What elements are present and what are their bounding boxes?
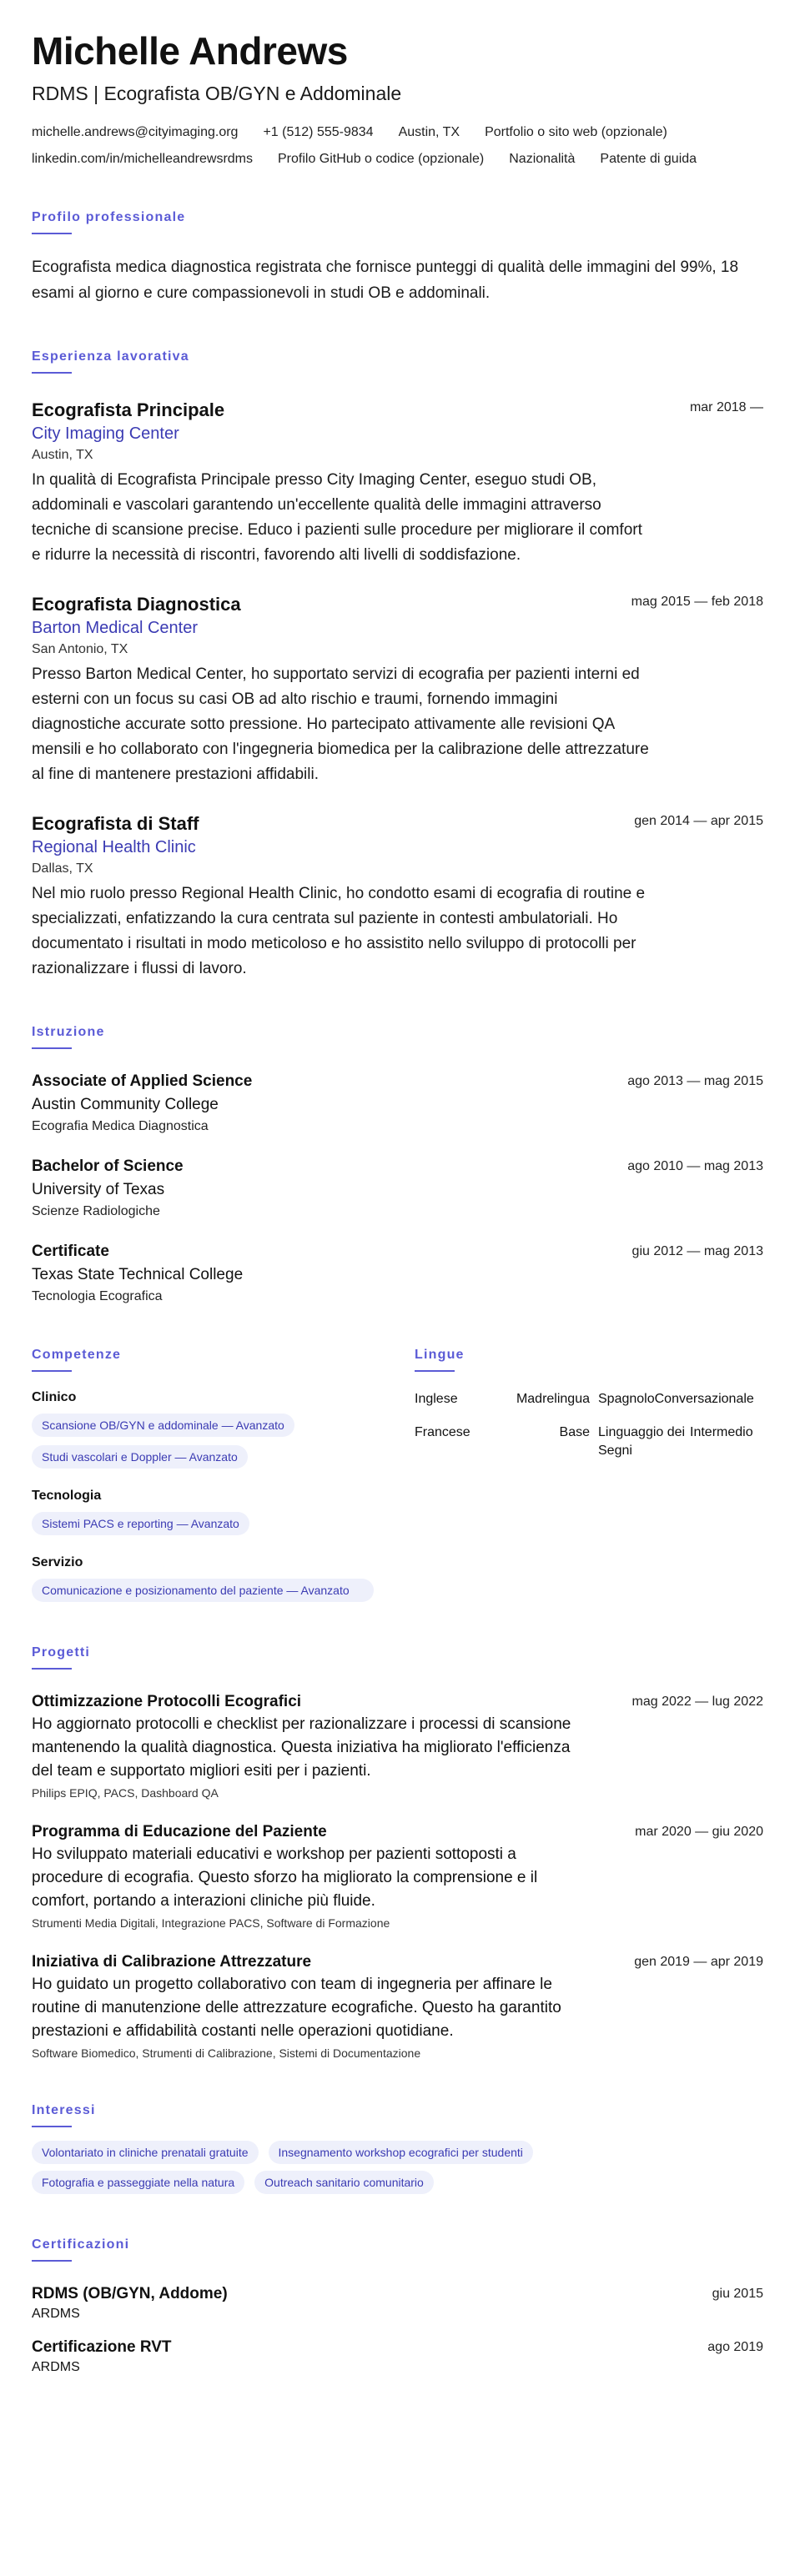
interest-pill: Fotografia e passeggiate nella natura [32, 2171, 244, 2194]
skills-section [32, 1348, 403, 1602]
section-title-interests: Interessi [32, 2102, 96, 2117]
education-date: ago 2010 — mag 2013 [627, 1158, 763, 1173]
language-name: Spagnolo [598, 1391, 655, 1406]
project-description: Ho aggiornato protocolli e checklist per razionalizzare i processi di scansione mantenendo la qualità diagnostica. Questa iniziativa ha migliorato l'efficienza del team e supportato migliori esiti per i pazienti. [32, 1715, 571, 1780]
education-school: Austin Community College [32, 1095, 219, 1113]
projects-section [32, 1645, 763, 2060]
section-title-certifications: Certificazioni [32, 2237, 130, 2252]
interest-pill: Volontariato in cliniche prenatali gratuite [32, 2141, 259, 2164]
project-title: Iniziativa di Calibrazione Attrezzature [32, 1952, 312, 1971]
certification-entry [32, 2338, 763, 2375]
project-title: Programma di Educazione del Paziente [32, 1822, 327, 1840]
education-date: giu 2012 — mag 2013 [631, 1243, 763, 1258]
section-title-skills: Competenze [32, 1347, 122, 1362]
job-location: Austin, TX [32, 447, 93, 462]
education-degree: Certificate [32, 1242, 109, 1260]
education-degree: Bachelor of Science [32, 1157, 184, 1175]
job-company: Barton Medical Center [32, 618, 198, 637]
interest-pill: Insegnamento workshop ecografici per studenti [269, 2141, 533, 2164]
interests-list [32, 2141, 632, 2194]
contact-nationality: Nazionalità [509, 151, 576, 166]
section-title-projects: Progetti [32, 1645, 91, 1660]
candidate-headline: RDMS | Ecografista OB/GYN e Addominale [32, 82, 402, 104]
project-technologies: Philips EPIQ, PACS, Dashboard QA [32, 1785, 219, 1800]
section-underline [32, 233, 72, 234]
project-technologies: Software Biomedico, Strumenti di Calibrazione, Sistemi di Documentazione [32, 2046, 421, 2060]
candidate-name: Michelle Andrews [32, 29, 348, 73]
profile-summary: Ecografista medica diagnostica registrata che fornisce punteggi di qualità delle immagini del 99%, 18 esami al giorno e cure compassionevoli in studi OB e addominali. [32, 258, 739, 302]
skill-pill: Studi vascolari e Doppler — Avanzato [32, 1445, 248, 1469]
language-level: Base [559, 1424, 590, 1439]
job-company: City Imaging Center [32, 424, 179, 443]
job-date: mag 2015 — feb 2018 [631, 594, 763, 609]
job-entry [32, 399, 763, 568]
job-location: San Antonio, TX [32, 641, 128, 656]
job-title: Ecografista Principale [32, 399, 225, 420]
education-field: Ecografia Medica Diagnostica [32, 1118, 209, 1133]
education-entry [32, 1072, 763, 1134]
contact-location: Austin, TX [398, 124, 460, 139]
language-row [415, 1390, 763, 1409]
contact-driving-license: Patente di guida [600, 151, 697, 166]
project-entry [32, 1953, 763, 2060]
contact-phone[interactable]: +1 (512) 555-9834 [263, 124, 374, 139]
certification-date: ago 2019 [707, 2339, 763, 2354]
education-date: ago 2013 — mag 2015 [627, 1073, 763, 1088]
certification-issuer: ARDMS [32, 2359, 80, 2374]
job-entry [32, 593, 763, 787]
experience-section [32, 349, 763, 982]
project-entry [32, 1823, 763, 1930]
job-entry [32, 812, 763, 982]
languages-section [415, 1348, 763, 1602]
languages-table [415, 1390, 763, 1460]
language-name: Inglese [415, 1391, 458, 1406]
project-description: Ho sviluppato materiali educativi e workshop per pazienti sottoposti a procedure di ecografia. Questo sforzo ha migliorato la comprensione e il comfort, portando a interazioni cliniche più fluide. [32, 1845, 538, 1910]
project-entry [32, 1693, 763, 1800]
job-title: Ecografista di Staff [32, 812, 199, 834]
language-row [415, 1424, 763, 1460]
language-name: Linguaggio dei Segni [598, 1424, 686, 1458]
interests-section [32, 2103, 763, 2194]
certification-date: giu 2015 [712, 2286, 763, 2301]
section-title-profile: Profilo professionale [32, 209, 186, 224]
skill-pill: Comunicazione e posizionamento del paziente — Avanzato [32, 1579, 374, 1602]
skill-pill: Scansione OB/GYN e addominale — Avanzato [32, 1414, 294, 1437]
job-date: mar 2018 — [689, 399, 763, 414]
project-technologies: Strumenti Media Digitali, Integrazione PACS, Software di Formazione [32, 1916, 390, 1930]
project-description: Ho guidato un progetto collaborativo con team di ingegneria per affinare le routine di manutenzione delle attrezzature ecografiche. Questo ha garantito prestazioni e affidabilità costanti nelle operazioni quotidiane. [32, 1975, 561, 2040]
profile-section [32, 210, 763, 306]
section-title-languages: Lingue [415, 1347, 465, 1362]
section-underline [32, 1370, 72, 1372]
resume-header [32, 30, 763, 167]
contact-github[interactable]: Profilo GitHub o codice (opzionale) [278, 151, 485, 166]
job-description: Presso Barton Medical Center, ho supportato servizi di ecografia per pazienti interni ed esterni con un focus su casi OB ad alto rischio e traumi, fornendo immagini diagnostiche accurate sotto pressione. Ho partecipato attivamente alle revisioni QA mensili e ho collaborato con l'ingegneria biomedica per la calibrazione delle attrezzature al fine di mantenere prestazioni affidabili. [32, 665, 649, 783]
certification-name: Certificazione RVT [32, 2337, 172, 2356]
certification-entry [32, 2285, 763, 2322]
section-title-experience: Esperienza lavorativa [32, 349, 189, 364]
job-description: In qualità di Ecografista Principale presso City Imaging Center, eseguo studi OB, addominali e vascolari garantendo un'eccellente qualità delle immagini attraverso tecniche di scansione precise. Educo i pazienti sulle procedure per migliorare il comfort e ridurre la necessità di riscontri, favorendo alti livelli di soddisfazione. [32, 470, 642, 564]
contact-linkedin[interactable]: linkedin.com/in/michelleandrewsrdms [32, 151, 253, 166]
skill-category: Clinico [32, 1389, 77, 1404]
skill-category: Servizio [32, 1554, 83, 1569]
section-underline [32, 372, 72, 374]
education-school: University of Texas [32, 1180, 165, 1198]
project-date: mag 2022 — lug 2022 [631, 1694, 763, 1709]
project-date: mar 2020 — giu 2020 [635, 1824, 763, 1839]
skill-pill: Sistemi PACS e reporting — Avanzato [32, 1512, 249, 1535]
job-company: Regional Health Clinic [32, 837, 196, 856]
section-underline [32, 1047, 72, 1049]
education-school: Texas State Technical College [32, 1265, 244, 1283]
project-date: gen 2019 — apr 2019 [634, 1954, 763, 1969]
language-level: Madrelingua [516, 1391, 590, 1406]
skill-category: Tecnologia [32, 1488, 102, 1503]
interest-pill: Outreach sanitario comunitario [254, 2171, 434, 2194]
certification-issuer: ARDMS [32, 2306, 80, 2321]
section-underline [32, 2260, 72, 2262]
education-field: Tecnologia Ecografica [32, 1288, 163, 1303]
project-title: Ottimizzazione Protocolli Ecografici [32, 1692, 302, 1710]
skills-languages-row [32, 1348, 763, 1602]
certification-name: RDMS (OB/GYN, Addome) [32, 2284, 228, 2302]
language-level: Conversazionale [654, 1391, 754, 1406]
education-field: Scienze Radiologiche [32, 1203, 160, 1218]
certifications-section [32, 2237, 763, 2375]
education-entry [32, 1157, 763, 1219]
contact-portfolio[interactable]: Portfolio o sito web (opzionale) [485, 124, 667, 139]
language-level: Intermedio [690, 1424, 753, 1439]
language-name: Francese [415, 1424, 470, 1439]
job-description: Nel mio ruolo presso Regional Health Clinic, ho condotto esami di ecografia di routine e specializzati, enfatizzando la cura centrata sul paziente in contesti ambulatoriali. Ho documentato i risultati in modo meticoloso e ho assistito nello sviluppo di protocolli per razionalizzare i flussi di lavoro. [32, 884, 646, 977]
section-title-education: Istruzione [32, 1024, 105, 1039]
contact-list [32, 125, 763, 167]
job-date: gen 2014 — apr 2015 [634, 813, 763, 828]
education-entry [32, 1243, 763, 1304]
contact-email[interactable]: michelle.andrews@cityimaging.org [32, 124, 239, 139]
education-degree: Associate of Applied Science [32, 1072, 253, 1090]
section-underline [32, 2126, 72, 2127]
job-title: Ecografista Diagnostica [32, 593, 241, 615]
section-underline [32, 1668, 72, 1670]
education-section [32, 1025, 763, 1304]
job-location: Dallas, TX [32, 861, 93, 876]
section-underline [415, 1370, 455, 1372]
